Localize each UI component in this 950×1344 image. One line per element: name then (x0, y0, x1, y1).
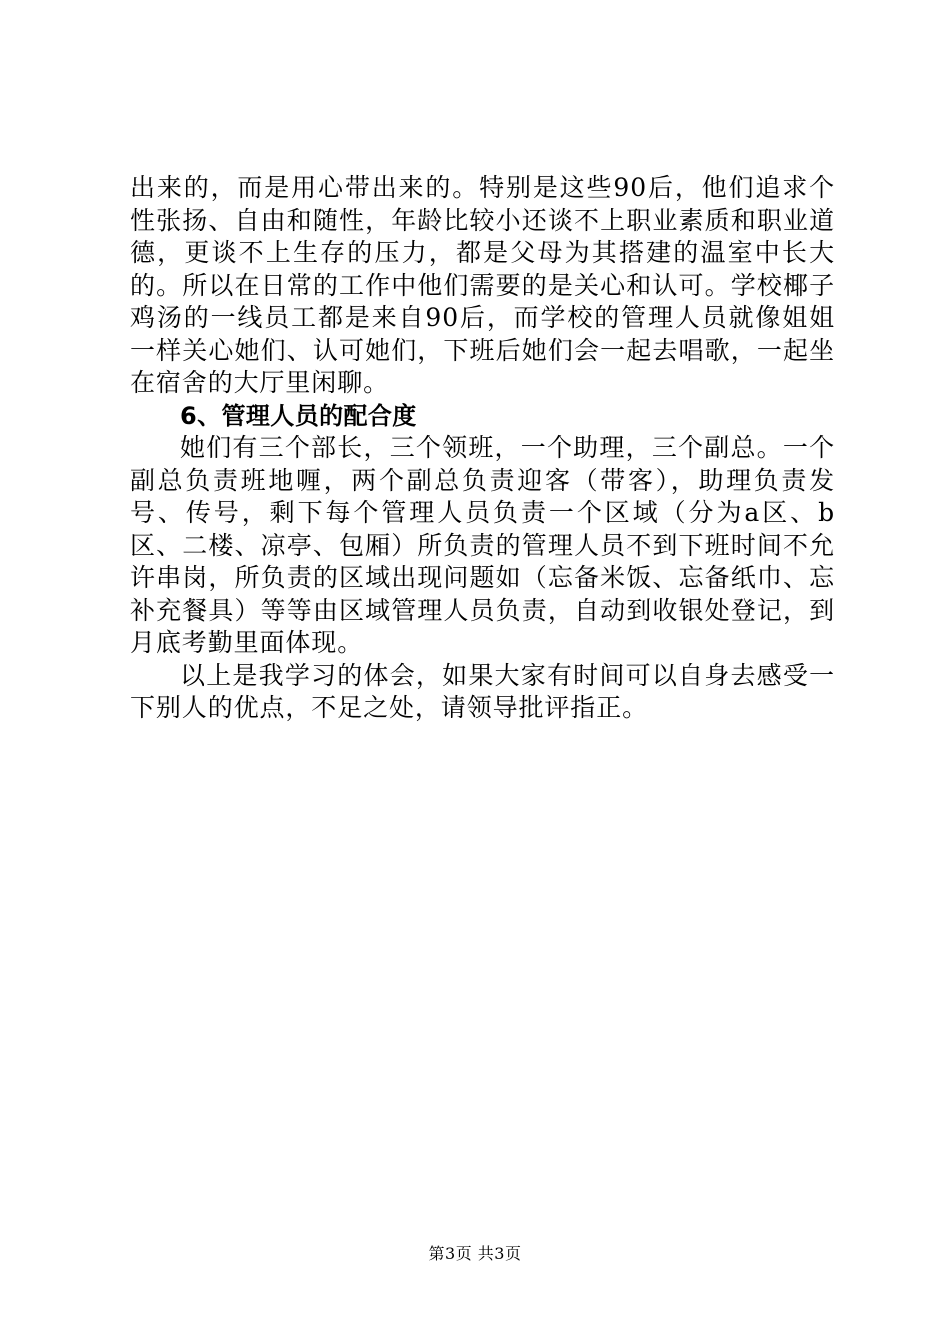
paragraph-continuation: 出来的，而是用心带出来的。特别是这些90后，他们追求个性张扬、自由和随性，年龄比较小还谈不上职业素质和职业道德，更谈不上生存的压力，都是父母为其搭建的温室中长大的。所以在日常的工作中他们需要的是关心和认可。学校椰子鸡汤的一线员工都是来自90后，而学校的管理人员就像姐姐一样关心她们、认可她们，下班后她们会一起去唱歌，一起坐在宿舍的大厅里闲聊。 (130, 173, 835, 397)
page-footer: 第3页 共3页 (428, 1244, 522, 1263)
section-heading: 6、管理人员的配合度 (180, 401, 417, 430)
paragraph-management-roles: 她们有三个部长，三个领班，一个助理，三个副总。一个副总负责班地喱，两个副总负责迎客（带客），助理负责发号、传号，剩下每个管理人员负责一个区域（分为a区、b区、二楼、凉亭、包厢）所负责的管理人员不到下班时间不允许串岗，所负责的区域出现问题如（忘备米饭、忘备纸巾、忘补充餐具）等等由区域管理人员负责，自动到收银处登记，到月底考勤里面体现。 (130, 433, 835, 657)
document-body (130, 172, 835, 725)
paragraph-conclusion: 以上是我学习的体会，如果大家有时间可以自身去感受一下别人的优点，不足之处，请领导批评指正。 (130, 660, 835, 722)
